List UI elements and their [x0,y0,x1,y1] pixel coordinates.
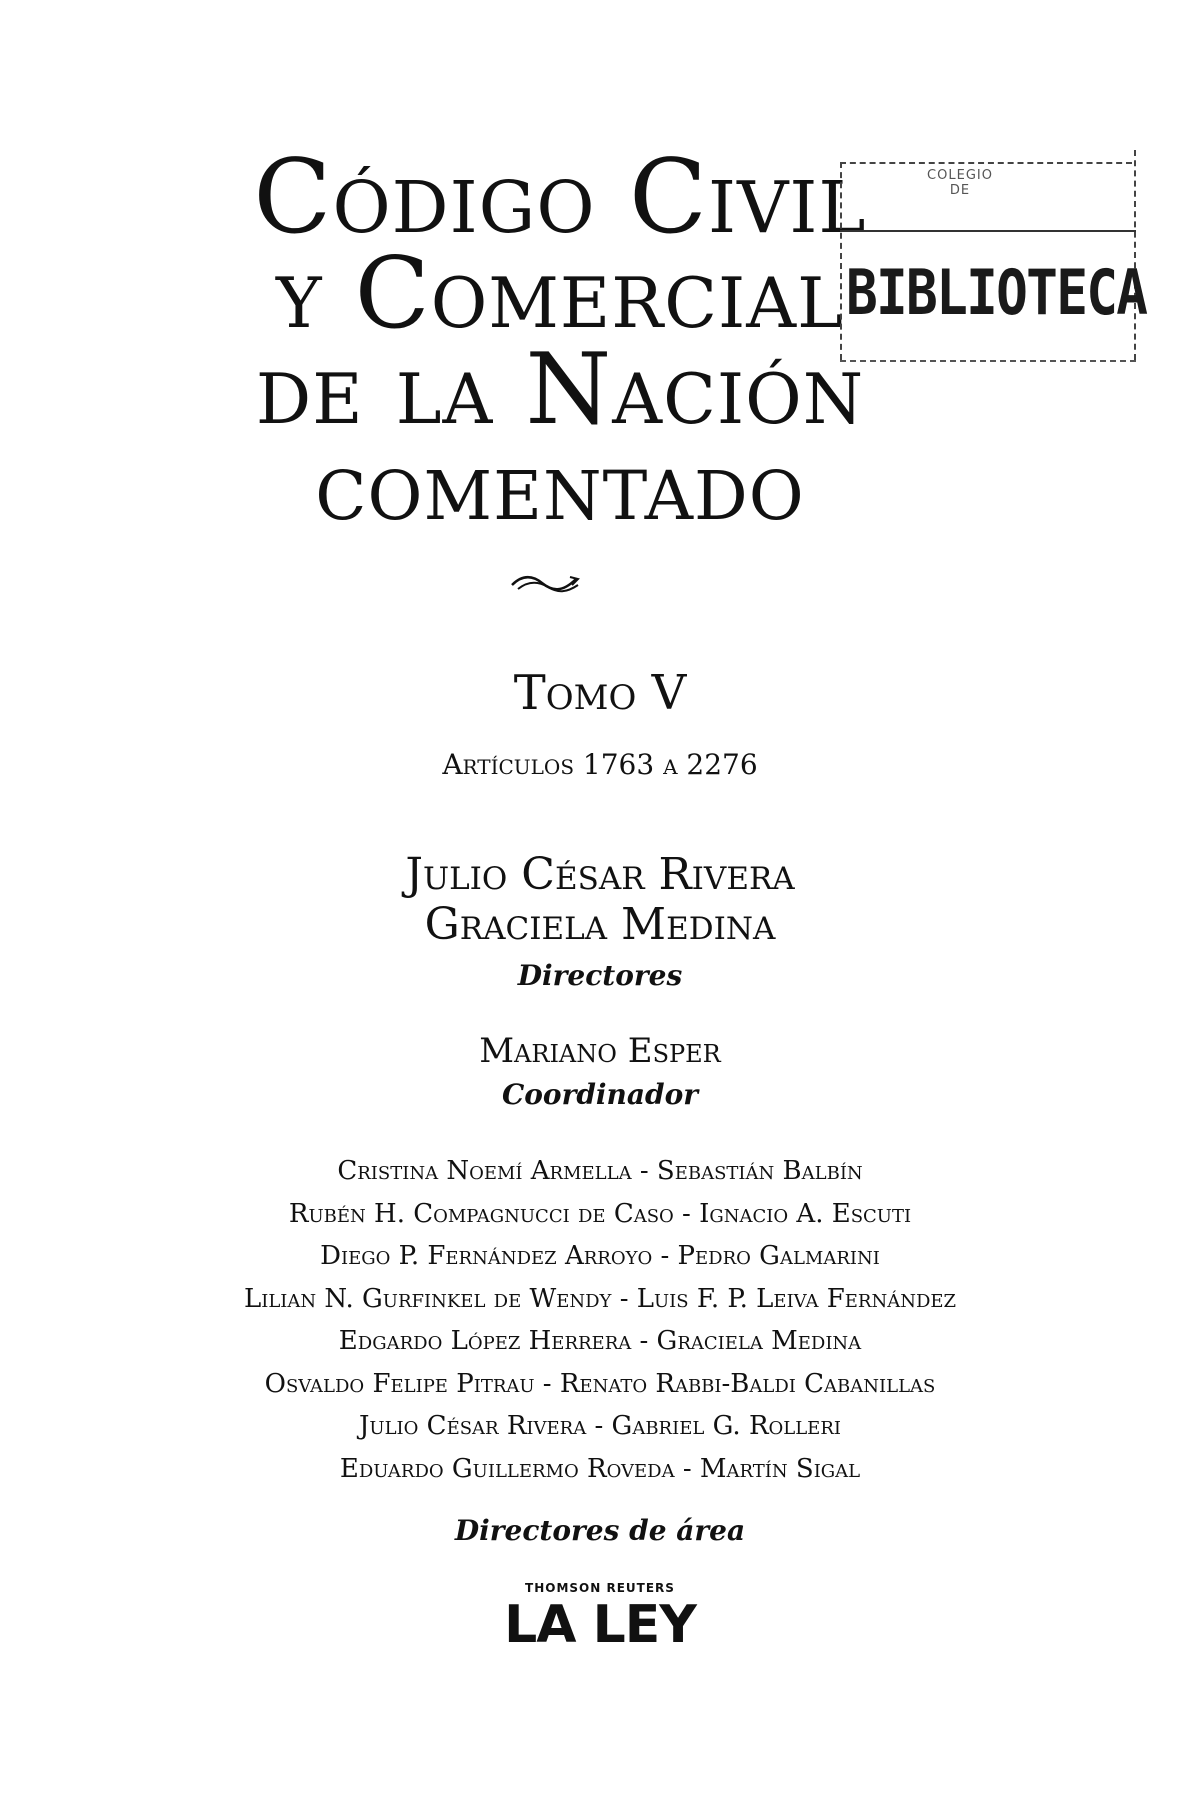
coordinator-name: Mariano Esper [479,1031,721,1071]
volume-number: Tomo V [513,665,687,721]
director-name: Julio César Rivera [405,849,795,900]
contributor-line: Osvaldo Felipe Pitrau - Renato Rabbi-Baldi Cabanillas [264,1368,936,1399]
title-line-4: comentado [315,430,805,542]
title-line-3: de la Nación [255,333,865,447]
directors-names [250,850,950,950]
title-line-2: y Comercial [276,237,844,351]
coordinator-role: Coordinador [501,1078,699,1111]
contributor-line: Diego P. Fernández Arroyo - Pedro Galmarini [320,1241,880,1271]
stamp-main-text: BIBLIOTECA [846,256,1147,329]
contributor-line: Cristina Noemí Armella - Sebastián Balbín [337,1156,863,1186]
area-directors-role: Directores de área [454,1514,746,1547]
area-directors-list [120,1150,1080,1490]
stamp-small-text [900,168,1020,198]
stamp-small-line-1: COLEGIO [927,168,993,183]
stamp-border-bottom [840,360,1136,362]
contributor-line: Eduardo Guillermo Roveda - Martín Sigal [339,1453,861,1484]
contributor-line: Edgardo López Herrera - Graciela Medina [338,1326,862,1356]
publisher-parent: THOMSON REUTERS [525,1581,675,1595]
contributor-line: Julio César Rivera - Gabriel G. Rolleri [359,1411,841,1441]
director-name: Graciela Medina [424,899,776,950]
publisher-name: LA LEY [504,1595,696,1655]
ornament-swash-icon [510,573,580,595]
stamp-border-middle [840,230,1136,232]
title-line-1: Código Civil [253,138,867,257]
library-stamp [840,150,1147,380]
stamp-border-left [840,162,842,360]
stamp-border-top [840,162,1132,164]
book-title [240,138,880,542]
publisher-logo [400,1580,800,1654]
directors-role: Directores [517,959,683,992]
contributor-line: Rubén H. Compagnucci de Caso - Ignacio A. Escuti [288,1198,912,1229]
contributor-line: Lilian N. Gurfinkel de Wendy - Luis F. P. Leiva Fernández [243,1283,957,1314]
stamp-small-line-2: DE [949,183,971,198]
article-range: Artículos 1763 a 2276 [442,748,758,781]
